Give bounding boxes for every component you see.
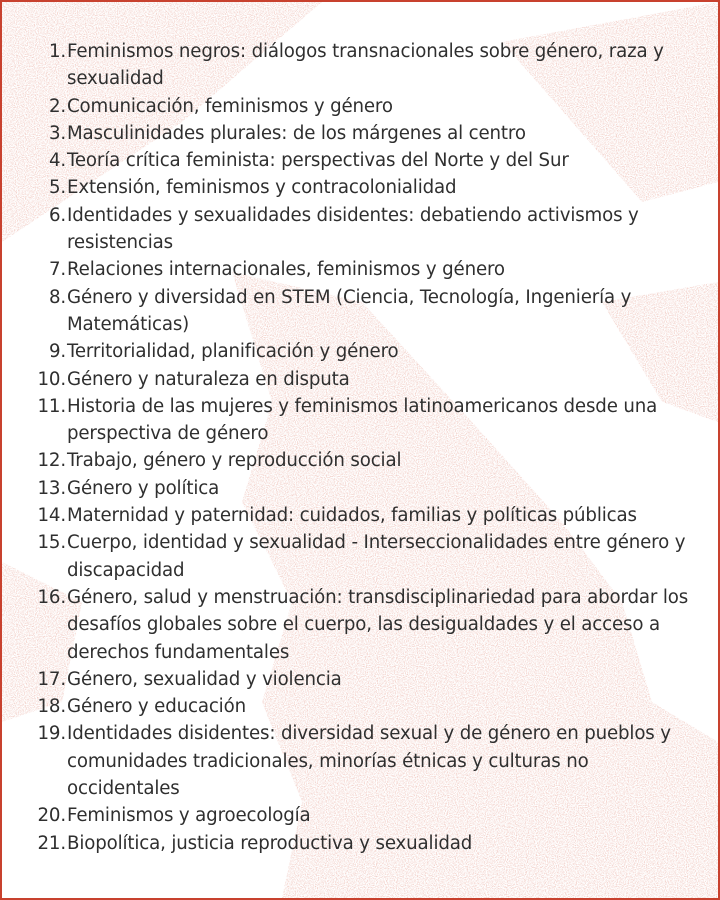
list-item-text: Género y educación — [67, 696, 246, 718]
list-item-text: Identidades y sexualidades disidentes: debatiendo activismos y resistencias — [67, 204, 639, 254]
list-item-text: Género y política — [67, 477, 220, 499]
list-item-text: Feminismos y agroecología — [67, 805, 311, 827]
list-item — [32, 38, 702, 93]
list-item-text: Biopolítica, justicia reproductiva y sexualidad — [67, 832, 473, 854]
list-item-number: 5. — [48, 177, 66, 199]
list-item-number: 15. — [37, 532, 66, 554]
list-item — [32, 284, 702, 339]
list-item-text: Territorialidad, planificación y género — [67, 341, 399, 363]
list-item-number: 12. — [37, 450, 66, 472]
list-item — [32, 256, 702, 283]
list-item-number: 10. — [37, 368, 66, 390]
topics-list — [32, 38, 702, 857]
list-item — [32, 529, 702, 584]
list-item — [32, 147, 702, 174]
list-item-text: Género, sexualidad y violencia — [67, 668, 342, 690]
list-item-number: 17. — [37, 668, 66, 690]
list-item-text: Género y naturaleza en disputa — [67, 368, 350, 390]
list-item-number: 6. — [48, 204, 66, 226]
list-item-number: 3. — [48, 122, 66, 144]
list-item — [32, 475, 702, 502]
list-item-number: 18. — [37, 696, 66, 718]
list-item-text: Género y diversidad en STEM (Ciencia, Tecnología, Ingeniería y Matemáticas) — [67, 286, 632, 335]
list-item-number: 4. — [48, 150, 66, 172]
list-item-number: 11. — [37, 395, 66, 417]
list-item-text: Comunicación, feminismos y género — [67, 95, 393, 117]
list-item-number: 13. — [37, 477, 66, 499]
list-item-number: 20. — [37, 805, 66, 827]
list-item — [32, 120, 702, 147]
list-item-text: Extensión, feminismos y contracolonialidad — [67, 177, 457, 199]
list-item-number: 2. — [48, 95, 66, 117]
list-item-text: Cuerpo, identidad y sexualidad - Interseccionalidades entre género y discapacidad — [67, 532, 686, 581]
list-item-number: 16. — [37, 586, 66, 608]
list-item — [32, 93, 702, 120]
list-item-number: 14. — [37, 505, 66, 527]
list-item-text: Maternidad y paternidad: cuidados, familias y políticas públicas — [67, 505, 637, 527]
list-item — [32, 720, 702, 802]
list-item-text: Género, salud y menstruación: transdisciplinariedad para abordar los desafíos globales sobre el cuerpo, las desigualdades y el acceso a derechos fundamentales — [67, 586, 689, 663]
list-item — [32, 830, 702, 857]
list-item — [32, 338, 702, 365]
list-item-text: Feminismos negros: diálogos transnacionales sobre género, raza y sexualidad — [67, 41, 664, 90]
list-item-number: 8. — [48, 286, 66, 308]
list-item — [32, 693, 702, 720]
list-item-number: 1. — [48, 41, 66, 62]
list-item-number: 9. — [48, 341, 66, 363]
list-item — [32, 802, 702, 829]
list-item-number: 21. — [37, 832, 66, 854]
list-item-text: Masculinidades plurales: de los márgenes al centro — [67, 122, 526, 144]
list-item-text: Relaciones internacionales, feminismos y género — [67, 259, 505, 281]
list-item — [32, 366, 702, 393]
list-item-text: Historia de las mujeres y feminismos latinoamericanos desde una perspectiva de género — [67, 395, 658, 445]
list-item-text: Teoría crítica feminista: perspectivas del Norte y del Sur — [67, 150, 569, 172]
list-item — [32, 502, 702, 529]
list-item — [32, 393, 702, 448]
list-item — [32, 174, 702, 201]
list-item-text: Trabajo, género y reproducción social — [67, 450, 402, 472]
list-item — [32, 447, 702, 474]
list-item — [32, 666, 702, 693]
list-item — [32, 202, 702, 257]
list-item — [32, 584, 702, 666]
list-item-text: Identidades disidentes: diversidad sexual y de género en pueblos y comunidades tradicionales, minorías étnicas y culturas no occidentales — [67, 723, 671, 800]
list-item-number: 19. — [37, 723, 66, 745]
list-item-number: 7. — [48, 259, 66, 281]
